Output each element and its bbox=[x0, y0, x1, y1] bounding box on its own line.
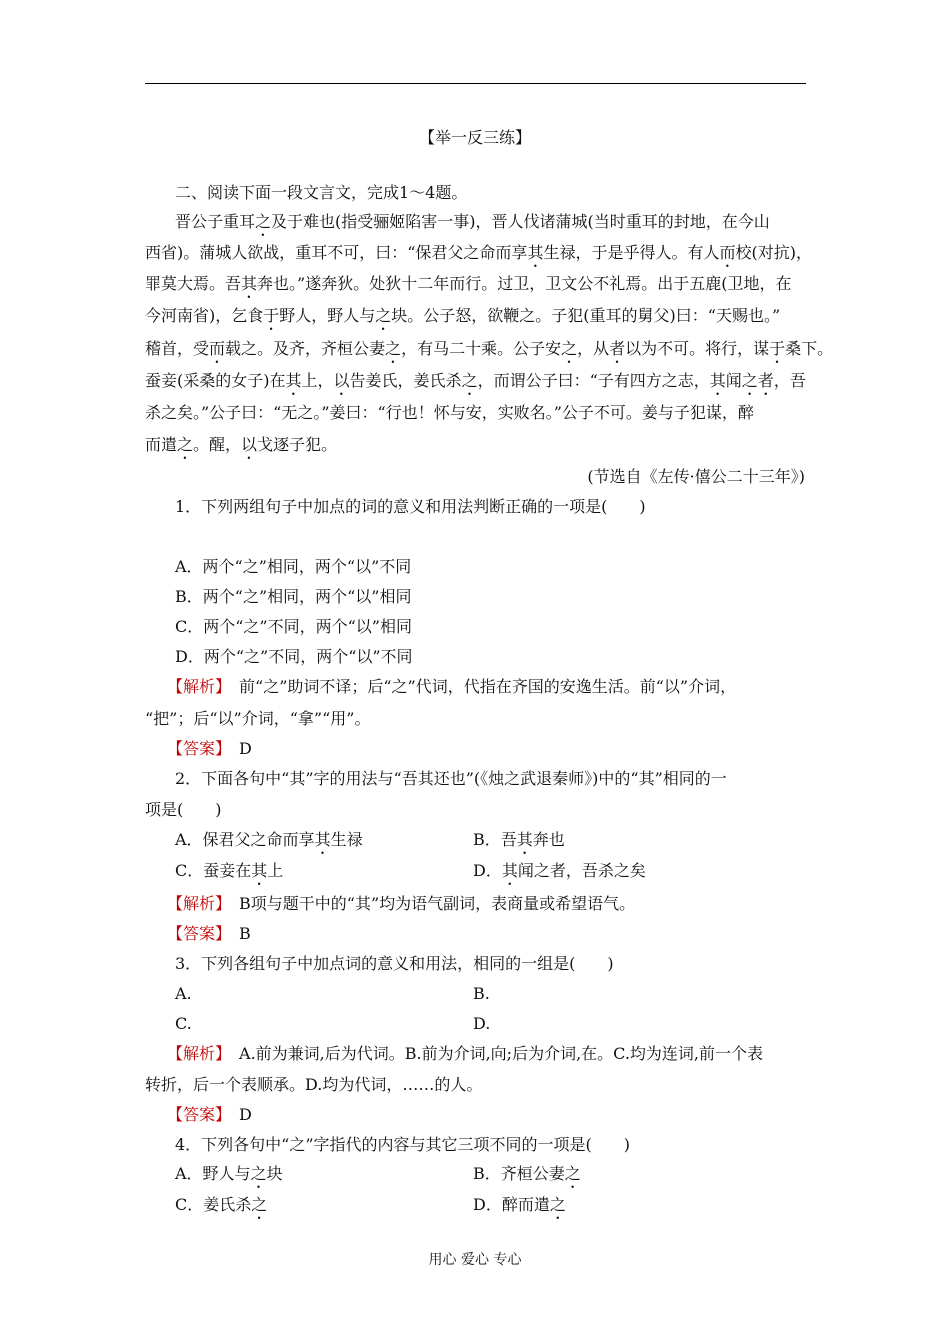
question-stem: 项是( ) bbox=[145, 800, 222, 819]
analysis-line: 【解析】 前“之”助词不译；后“之”代词，代指在齐国的安逸生活。前“以”介词， bbox=[167, 677, 737, 696]
option-d: D. bbox=[473, 1014, 491, 1033]
answer-tag: 【答案】 bbox=[167, 924, 224, 943]
analysis-tag: 【解析】 bbox=[167, 1044, 224, 1063]
answer-tag: 【答案】 bbox=[167, 739, 224, 758]
option-c: C．姜氏杀之 bbox=[175, 1195, 268, 1214]
answer-tag: 【答案】 bbox=[167, 1105, 224, 1124]
answer-line: 【答案】 D bbox=[167, 1105, 252, 1124]
passage-line: 杀之矣。”公子曰：“无之。”姜曰：“行也！怀与安，实败名。”公子不可。姜与子犯谋，醉 bbox=[145, 403, 754, 422]
option-d: D．醉而遣之 bbox=[473, 1195, 566, 1214]
question-stem: 1．下列两组句子中加点的词的意义和用法判断正确的一项是( ) bbox=[175, 497, 646, 516]
analysis-line: “把”；后“以”介词，“拿”“用”。 bbox=[145, 709, 371, 728]
option-a: A．保君父之命而享其生禄 bbox=[175, 830, 363, 849]
passage-line: 蚕妾(采桑的女子)在其上，以告姜氏，姜氏杀之，而谓公子曰：“子有四方之志，其闻之者，吾 bbox=[145, 371, 806, 390]
option-d: D．两个“之”不同，两个“以”不同 bbox=[175, 647, 413, 666]
answer-line: 【答案】 D bbox=[167, 739, 252, 758]
header-rule bbox=[145, 83, 806, 84]
option-b: B．两个“之”相同，两个“以”相同 bbox=[175, 587, 412, 606]
intro-line: 二、阅读下面一段文言文，完成1～4题。 bbox=[175, 183, 468, 202]
analysis-line: 【解析】 A.前为兼词,后为代词。B.前为介词,向;后为介词,在。C.均为连词,前一个表 bbox=[167, 1044, 763, 1063]
option-a: A. bbox=[175, 984, 192, 1003]
passage-line: 稽首，受而载之。及齐，齐桓公妻之，有马二十乘。公子安之，从者以为不可。将行，谋于桑下。 bbox=[145, 339, 834, 358]
option-a: A．野人与之块 bbox=[175, 1164, 283, 1183]
analysis-line: 转折，后一个表顺承。D.均为代词，……的人。 bbox=[145, 1075, 483, 1094]
option-c: C. bbox=[175, 1014, 192, 1033]
option-a: A．两个“之”相同，两个“以”不同 bbox=[175, 557, 412, 576]
option-b: B．吾其奔也 bbox=[473, 830, 565, 849]
question-stem: 3．下列各组句子中加点词的意义和用法，相同的一组是( ) bbox=[175, 954, 614, 973]
analysis-tag: 【解析】 bbox=[167, 894, 224, 913]
option-c: C．蚕妾在其上 bbox=[175, 861, 284, 880]
passage-line: 西省)。蒲城人欲战，重耳不可，曰：“保君父之命而享其生禄，于是乎得人。有人而校(对抗)， bbox=[145, 243, 812, 262]
page-footer: 用心 爱心 专心 bbox=[428, 1252, 522, 1268]
source-citation: (节选自《左传·僖公二十三年》) bbox=[587, 467, 805, 486]
analysis-tag: 【解析】 bbox=[167, 677, 224, 696]
question-stem: 4．下列各句中“之”字指代的内容与其它三项不同的一项是( ) bbox=[175, 1135, 631, 1154]
passage-line: 而遣之。醒，以戈逐子犯。 bbox=[145, 435, 338, 454]
passage-line: 罪莫大焉。吾其奔也。”遂奔狄。处狄十二年而行。过卫，卫文公不礼焉。出于五鹿(卫地，在 bbox=[145, 274, 792, 293]
option-d: D．其闻之者，吾杀之矣 bbox=[473, 861, 646, 880]
passage-line: 晋公子重耳之及于难也(指受骊姬陷害一事)，晋人伐诸蒲城(当时重耳的封地，在今山 bbox=[175, 212, 770, 231]
section-title: 【举一反三练】 bbox=[418, 128, 531, 147]
option-b: B．齐桓公妻之 bbox=[473, 1164, 581, 1183]
answer-line: 【答案】 B bbox=[167, 924, 251, 943]
passage-line: 今河南省)，乞食于野人，野人与之块。公子怒，欲鞭之。子犯(重耳的舅父)曰：“天赐也。” bbox=[145, 306, 781, 325]
question-stem: 2．下面各句中“其”字的用法与“吾其还也”(《烛之武退秦师》)中的“其”相同的一 bbox=[175, 769, 727, 788]
option-c: C．两个“之”不同，两个“以”相同 bbox=[175, 617, 412, 636]
analysis-line: 【解析】 B项与题干中的“其”均为语气副词，表商量或希望语气。 bbox=[167, 894, 636, 913]
option-b: B. bbox=[473, 984, 490, 1003]
